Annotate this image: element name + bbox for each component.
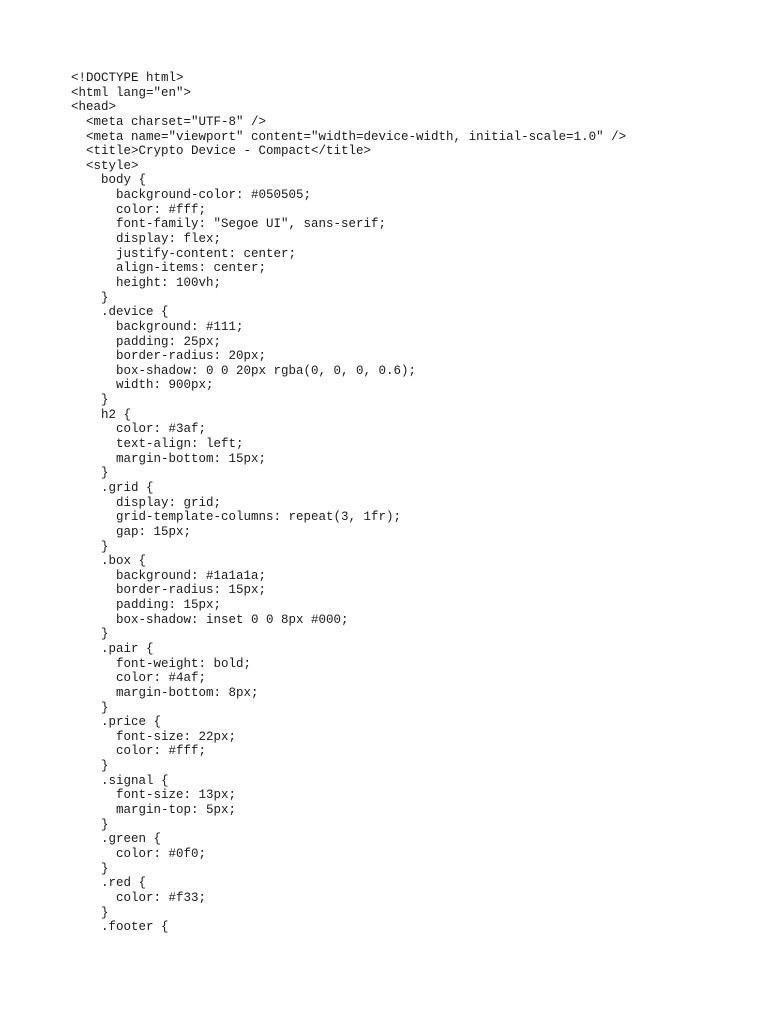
code-line: <meta name="viewport" content="width=device-width, initial-scale=1.0" /> (71, 129, 627, 144)
code-line: <html lang="en"> (71, 85, 192, 100)
code-line: width: 900px; (71, 378, 214, 393)
code-line: color: #f33; (71, 890, 207, 905)
code-line: } (71, 627, 109, 642)
code-line: text-align: left; (71, 437, 244, 452)
code-line: margin-top: 5px; (71, 803, 237, 818)
code-line: } (71, 290, 109, 305)
code-line: border-radius: 15px; (71, 583, 267, 598)
code-line: <meta charset="UTF-8" /> (71, 114, 267, 129)
code-line: .footer { (71, 920, 169, 935)
code-line: box-shadow: inset 0 0 8px #000; (71, 612, 349, 627)
code-line: font-size: 13px; (71, 788, 237, 803)
code-line: height: 100vh; (71, 275, 222, 290)
code-line: background-color: #050505; (71, 188, 312, 203)
code-line: display: grid; (71, 495, 222, 510)
code-line: grid-template-columns: repeat(3, 1fr); (71, 510, 402, 525)
code-line: color: #0f0; (71, 846, 207, 861)
code-line: padding: 15px; (71, 598, 222, 613)
code-line: .device { (71, 305, 169, 320)
code-line: background: #111; (71, 319, 244, 334)
code-line: display: flex; (71, 232, 222, 247)
code-line: background: #1a1a1a; (71, 568, 267, 583)
code-line: <style> (71, 158, 139, 173)
code-line: border-radius: 20px; (71, 349, 267, 364)
code-line: } (71, 905, 109, 920)
code-line: } (71, 700, 109, 715)
code-line: font-family: "Segoe UI", sans-serif; (71, 217, 387, 232)
code-line: .box { (71, 554, 147, 569)
code-line: .pair { (71, 641, 154, 656)
code-line: align-items: center; (71, 261, 267, 276)
code-line: } (71, 466, 109, 481)
code-line: } (71, 817, 109, 832)
code-line: } (71, 539, 109, 554)
code-line: justify-content: center; (71, 246, 297, 261)
code-line: margin-bottom: 8px; (71, 685, 259, 700)
code-line: .price { (71, 715, 162, 730)
code-line: gap: 15px; (71, 524, 192, 539)
code-line: .signal { (71, 773, 169, 788)
code-line: color: #fff; (71, 202, 207, 217)
code-line: font-weight: bold; (71, 656, 252, 671)
code-line: <title>Crypto Device - Compact</title> (71, 144, 372, 159)
code-line: .green { (71, 832, 162, 847)
code-line: color: #4af; (71, 671, 207, 686)
code-line: body { (71, 173, 147, 188)
code-line: margin-bottom: 15px; (71, 451, 267, 466)
code-line: } (71, 861, 109, 876)
code-line: color: #fff; (71, 744, 207, 759)
code-line: font-size: 22px; (71, 729, 237, 744)
code-listing (71, 71, 626, 935)
code-line: .red { (71, 876, 147, 891)
code-line: <!DOCTYPE html> (71, 71, 184, 85)
code-line: color: #3af; (71, 422, 207, 437)
code-line: h2 { (71, 407, 132, 422)
code-line: } (71, 759, 109, 774)
code-line: <head> (71, 100, 117, 115)
code-line: box-shadow: 0 0 20px rgba(0, 0, 0, 0.6); (71, 363, 417, 378)
code-line: .grid { (71, 480, 154, 495)
code-line: padding: 25px; (71, 334, 222, 349)
code-line: } (71, 393, 109, 408)
